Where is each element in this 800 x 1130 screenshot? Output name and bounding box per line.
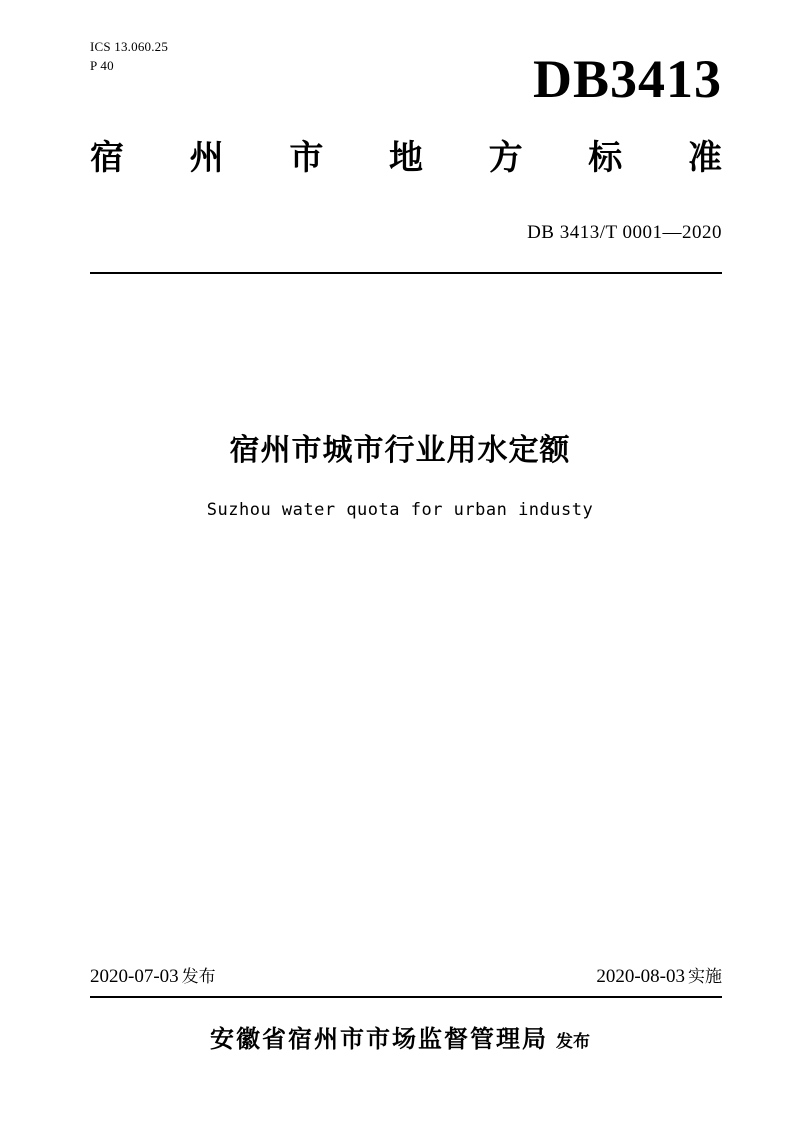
release-date-group	[90, 962, 216, 988]
issuer-name: 安徽省宿州市市场监督管理局	[210, 1025, 548, 1053]
dates-row	[90, 962, 722, 988]
organization-title	[90, 138, 722, 179]
org-title-char-1: 州	[189, 138, 224, 178]
org-title-char-6: 准	[687, 138, 722, 178]
page-title: 宿州市城市行业用水定额	[229, 433, 571, 468]
issuer-line	[0, 1019, 800, 1054]
footer-divider	[90, 996, 722, 998]
effective-date-group	[596, 962, 722, 988]
ics-code: ICS 13.060.25	[90, 39, 169, 54]
release-label: 发布	[181, 967, 216, 987]
document-code: DB 3413/T 0001—2020	[527, 222, 722, 243]
classification-code: P 40	[90, 57, 114, 73]
org-title-char-3: 地	[388, 138, 423, 178]
release-date: 2020-07-03	[90, 966, 179, 987]
issuer-publish-label: 发布	[556, 1032, 590, 1052]
org-title-char-5: 标	[588, 138, 623, 178]
org-title-char-2: 市	[289, 138, 324, 178]
org-title-char-0: 宿	[90, 138, 124, 178]
header-divider	[90, 272, 722, 274]
page-subtitle: Suzhou water quota for urban industy	[206, 500, 594, 520]
effective-label: 实施	[688, 967, 722, 987]
ics-block	[90, 38, 168, 76]
org-title-char-4: 方	[488, 138, 523, 178]
effective-date: 2020-08-03	[596, 966, 685, 987]
standard-number: DB3413	[532, 49, 722, 109]
